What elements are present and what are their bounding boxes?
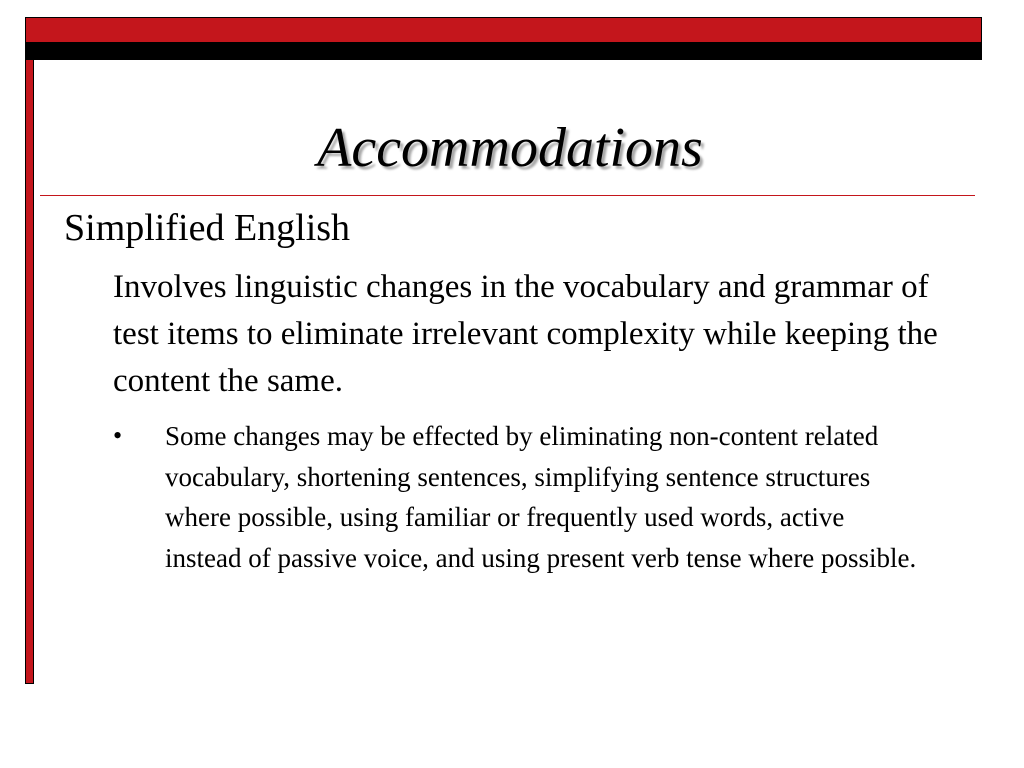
left-red-bar [25,60,34,684]
section-heading: Simplified English [64,207,351,249]
description-text: Involves linguistic changes in the vocabulary and grammar of test items to eliminate irrelevant complexity while keeping the content the same. [113,269,938,399]
bullet-text: Some changes may be effected by eliminating non-content related vocabulary, shortening sentences, simplifying sentence structures where possible, using familiar or frequently used words, active instead of passive voice, and using present verb tense where possible. [165,421,917,573]
top-black-bar [25,42,982,60]
title-divider [40,195,975,196]
top-red-bar [25,17,982,43]
bullet-icon: • [113,421,123,450]
slide-title: Accommodations [317,117,703,179]
